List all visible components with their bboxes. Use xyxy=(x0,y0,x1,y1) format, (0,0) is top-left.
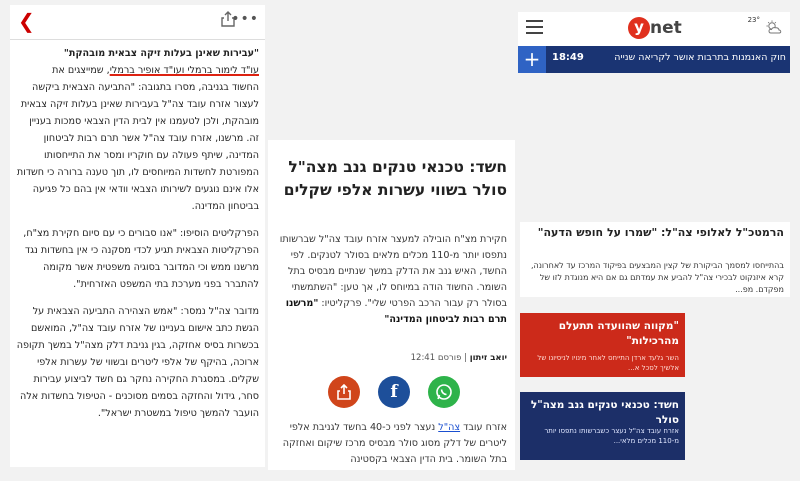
paragraph: מדובר צה"ל נמסר: "אמש הצהירה התביעה הצבאית על הגשת כתב אישום בעניינו של אזרח עובד צה"ל, המואשם בכשרות בסיס אחזקה, בגין גניבת דלק מצה"ל במשך תקופה ארוכה, בהיקף של אלפי ליטרים ובשווי של עשרות אלפי שקלים. במסגרת החקירה נחקר גם חשד לביצוע עבירות סחר, גידול והחזקה בסמים מסוכנים - הטיפול בחשדות אלה הועבר להמשך טיפול במשטרת ישראל". xyxy=(16,306,259,419)
article-panel-middle xyxy=(268,140,515,470)
temperature: 23° xyxy=(747,16,760,24)
facebook-icon: f xyxy=(390,382,398,402)
body-link[interactable]: צה"ל xyxy=(438,422,461,433)
authors-line xyxy=(16,62,259,79)
body-prefix: אזרח עובד xyxy=(460,422,507,433)
news-card-red[interactable] xyxy=(520,313,685,377)
whatsapp-button[interactable] xyxy=(428,376,460,408)
article-lead xyxy=(275,232,507,328)
author-name[interactable]: יואב זיתון xyxy=(469,353,507,363)
article-title: חשד: טכנאי טנקים גנב מצה"ל סולר בשווי עשרות אלפי שקלים xyxy=(283,158,507,199)
article-body xyxy=(275,420,507,468)
whatsapp-icon xyxy=(435,383,453,401)
back-chevron-icon[interactable]: ❮ xyxy=(18,9,35,33)
plus-icon[interactable]: + xyxy=(518,46,546,73)
share-icon xyxy=(337,384,351,400)
hamburger-menu-icon[interactable] xyxy=(526,20,543,38)
body-rest: נעצר לפני כ-40 בחשד לגניבת אלפי ליטרים של דלק מסוג סולר מבסיס מרכז שיקום ואחזקה בתל השומר. בית הדין הצבאי בקסטינה xyxy=(282,422,507,465)
related-article[interactable] xyxy=(520,222,790,297)
card-title[interactable]: חשד: טכנאי טנקים גנב מצה"ל סולר xyxy=(530,399,679,426)
card-text: השר גלעד ארדן התייחס לאחר מינויו לניסיונו של אלשיך לסכל א... xyxy=(537,354,679,372)
more-options-icon[interactable]: ••• xyxy=(231,11,259,27)
article-text xyxy=(16,45,259,432)
weather-partly-cloudy-icon xyxy=(766,20,782,34)
lead-quote: "מרשנו תרם רבות לביטחון המדינה" xyxy=(285,298,507,325)
ynet-logo[interactable] xyxy=(628,17,682,41)
publish-time: פורסם 12:41 xyxy=(410,353,462,363)
card-title[interactable]: "מקווה שהוועדה תתעלם מהרכילות" xyxy=(558,320,679,347)
authors-names: עו"ד לימור ברמלי ועו"ד אופיר ברמלי xyxy=(109,65,259,76)
article-byline: יואב זיתון | פורסם 12:41 xyxy=(410,353,507,363)
ynet-header xyxy=(518,12,790,73)
facebook-button[interactable] xyxy=(378,376,410,408)
logo-text: net xyxy=(650,18,682,38)
ynet-topbar xyxy=(518,12,790,46)
logo-letter: y xyxy=(628,17,650,39)
ticker-time: 18:49 xyxy=(552,52,584,63)
related-summary: בהתייחסו למסמך הביקורת של קצין המבצעים בפיקוד המרכז עד לאחרונה, קרא איזנקוט לבכירי צה"ל להביע את עמדתם גם אם היא מנוגדת לזו של מפקדם. מפ... xyxy=(530,261,784,294)
authors-suffix: , שמייצגים את xyxy=(52,65,110,76)
article-panel-left xyxy=(10,5,265,467)
lead-text: חקירת מצ"ח הובילה למעצר אזרח עובד צה"ל שברשותו נתפסו יותר מ-110 מכלים מלאים בסולר לטנקים. לפי החשד, האיש גנב את הדלק במשך שנתיים מבסיס בתל השומר. החשוד הודה במיוחס לו, אך טען: "השתמשתי בסולר רק עבור הרכב הפרטי שלי". פרקליטיו: xyxy=(279,234,507,309)
related-headline[interactable]: הרמטכ"ל לאלופי צה"ל: "שמרו על חופש הדעה" xyxy=(537,226,784,239)
card-text: אזרח עובד צה"ל נעצר כשברשותו נתפסו יותר מ-110 מכלים מלאי... xyxy=(544,427,679,445)
paragraph: החשוד בגניבה, מסרו בתגובה: "התביעה הצבאית ביקשה לעצור אזרח עובד צה"ל בעבירות שאינן בעלות זיקה צבאית מובהקת, ולכן לטעמנו אין לבית הדין הצבאי סמכות בעניין זה. מרשנו, אזרח עובד צה"ל אשר תרם רבות לביטחון המדינה, שיתף פעולה עם חוקריו ומסר את התייחסותו המפורטת לחשדות המיוחסים לו, תוך טענה ברורה כי חשדות אלו אינם נוגעים לשירותו הצבאי וודאי אין בהם כל פגיעה בביטחון המדינה. xyxy=(16,82,259,212)
quote-heading: "עבירות שאינן בעלות זיקה צבאית מובהקת" xyxy=(63,48,259,59)
news-card-blue[interactable] xyxy=(520,392,685,460)
ticker-headline[interactable]: חוק האנמנות בתרבות אושר לקריאה שנייה xyxy=(614,52,786,63)
paragraph: הפרקליטים הוסיפו: "אנו סבורים כי עם סיום חקירת מצ"ח, הפרקליטות הצבאית תגיע לכדי מסקנה כי אין בחשדות נגד מרשנו ממש וכי המדובר בסוגיה משפטית אשר מקומה להתברר בפני מערכת בתי המשפט האזרחית". xyxy=(23,228,259,290)
share-button[interactable] xyxy=(328,376,360,408)
news-ticker[interactable] xyxy=(518,46,790,73)
article-toolbar xyxy=(10,5,265,40)
